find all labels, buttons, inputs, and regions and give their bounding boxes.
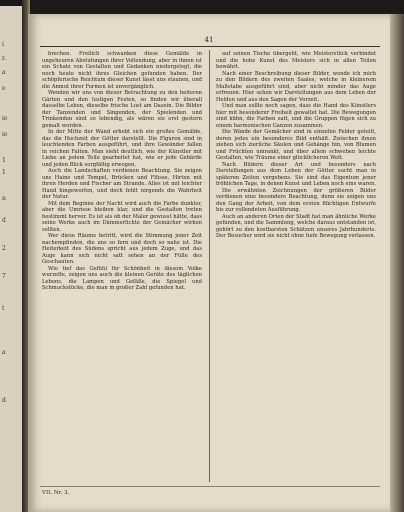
right-column — [216, 51, 376, 483]
paragraph: Mit dem Beginne der Nacht wird auch die Farbe dunkler, aber die Umrisse bleiben klar, und die Gestalten treten bestimmt hervor. Es ist als ob der Maler gewusst hätte, dass seine Werke auch im Dämmerlichte der Gemächer wirken sollten. — [42, 200, 202, 233]
paragraph: auf seinen Tische übergeht, wie Meisterstück verbindet und die hohe Kunst des Meisters sich in allen Teilen bewährt. — [216, 51, 376, 70]
paragraph: Die erwähnten Zeichnungen der größeren Bilder verdienen eine besondere Beachtung, denn sie zeigen uns den Gang der Arbeit, von dem ersten flüchtigen Entwurfe bis zur vollendeten Ausführung. — [216, 187, 376, 213]
paragraph: Auch die Landschaften verdienen Beachtung. Sie zeigen uns Haine und Tempel, Brücken und Flüsse, Hirten mit ihren Herden und Fischer am Strande. Alles ist mit leichter Hand hingeworfen, und doch fehlt nirgends die Wahrheit der Natur. — [42, 168, 202, 200]
paragraph: Auch an anderen Orten der Stadt hat man ähnliche Werke gefunden, und die Sammlung, welche daraus entstanden ist, gehört zu den kostbarsten Schätzen unseres Jahrhunderts. Der Besucher wird sie nicht ohne tiefe Bewegung verlassen. — [216, 213, 376, 239]
margin-fragment: 1 — [2, 157, 6, 164]
paragraph: Wenden wir uns von dieser Betrachtung zu den heiteren Gärten und den lustigen Festen, so finden wir überall dasselbe Leben, dieselbe frische Lust am Dasein. Die Bilder der Tanzenden und Singenden, der Spielenden und Trinkenden sind so lebendig, als wären sie erst gestern gemalt worden. — [42, 90, 202, 129]
paragraph: brechen. Freilich schwanken diese Gemälde in ungeheuren Abstufungen ihrer Vollendung, aber in ihnen ist ein Schatz von Gestalten und Gedanken niedergelegt, die noch heute nicht ihres Gleichen gefunden haben. Der schöpferische Reichtum dieser Kunst lässt uns staunen, und die Anmut ihrer Formen ist unvergänglich. — [42, 51, 202, 90]
page-number: 41 — [204, 36, 214, 44]
header-rule — [40, 46, 380, 47]
margin-fragment: ie — [2, 115, 8, 122]
paragraph: Wie tief das Gefühl für Schönheit in diesem Volke wurzelte, zeigen uns auch die kleinen Geräte des täglichen Lebens, die Lampen und Gefäße, die Spiegel und Schmuckstücke, die man in großer Zahl gefunden hat. — [42, 265, 202, 291]
margin-fragment: e — [2, 85, 6, 92]
paragraph: Und man sollte noch sagen, dass die Hand des Künstlers hier mit besonderer Freiheit gewaltet hat. Die Bewegungen sind kühn, die Farben satt, und die Gruppen fügen sich zu einem harmonischen Ganzen zusammen. — [216, 103, 376, 129]
margin-fragment: n — [2, 195, 6, 202]
margin-fragment: r. — [2, 55, 7, 62]
paragraph: Nach Bildern dieser Art und besonders nach Darstellungen aus dem Leben der Götter sucht man in späteren Zeiten vergebens. Sie sind das Eigentum jener fröhlichen Tage, in denen Kunst und Leben noch eins waren. — [216, 161, 376, 187]
volume-signature: VII. Nr. 3. — [42, 490, 70, 496]
margin-fragment: i — [2, 41, 4, 48]
paragraph: Die Wände der Gemächer sind in einzelne Felder geteilt, deren jedes ein besonderes Bild enthält. Zwischen ihnen ziehen sich zierliche Säulen und Gehänge hin, von Blumen und Früchten umrankt, und über allem schweben leichte Gestalten, wie Träume einer glücklicheren Welt. — [216, 129, 376, 161]
margin-fragment: d — [2, 217, 6, 224]
paragraph: Wer diese Räume betritt, wird die Stimmung jener Zeit nachempfinden, die uns so fern und doch so nahe ist. Die Heiterkeit des Südens spricht aus jedem Zuge, und das Auge kann sich nicht satt sehen an der Fülle des Geschauten. — [42, 233, 202, 265]
left-column — [42, 51, 202, 483]
left-page-edge — [0, 6, 23, 512]
margin-fragment: 1 — [2, 169, 6, 176]
page-edge-shadow — [390, 14, 404, 512]
margin-fragment: 2 — [2, 245, 6, 252]
margin-fragment: ie — [2, 131, 8, 138]
book-page — [28, 14, 390, 512]
column-divider — [209, 50, 210, 482]
margin-fragment: a — [2, 349, 6, 356]
margin-fragment: a — [2, 69, 6, 76]
margin-fragment: t — [2, 305, 5, 312]
paragraph: Nach einer Beschreibung dieser Bilder, wende ich mich zu den Bildern des zweiten Saales, welche in kleinerem Maßstabe ausgeführt sind, aber nicht minder das Auge erfreuen. Hier sehen wir Darstellungen aus dem Leben der Helden und aus den Sagen der Vorzeit. — [216, 70, 376, 103]
margin-fragment: 7 — [2, 273, 6, 280]
margin-fragment: d — [2, 397, 6, 404]
paragraph: In der Mitte der Wand erhebt sich ein großes Gemälde, das die Hochzeit der Götter darstellt. Die Figuren sind in leuchtenden Farben ausgeführt, und ihre Gewänder fallen in reichen Falten. Man sieht deutlich, wie der Künstler mit Liebe an jedem Teile gearbeitet hat, wie er jede Gebärde und jeden Blick sorgfältig erwogen. — [42, 129, 202, 168]
footer-rule — [40, 486, 380, 487]
